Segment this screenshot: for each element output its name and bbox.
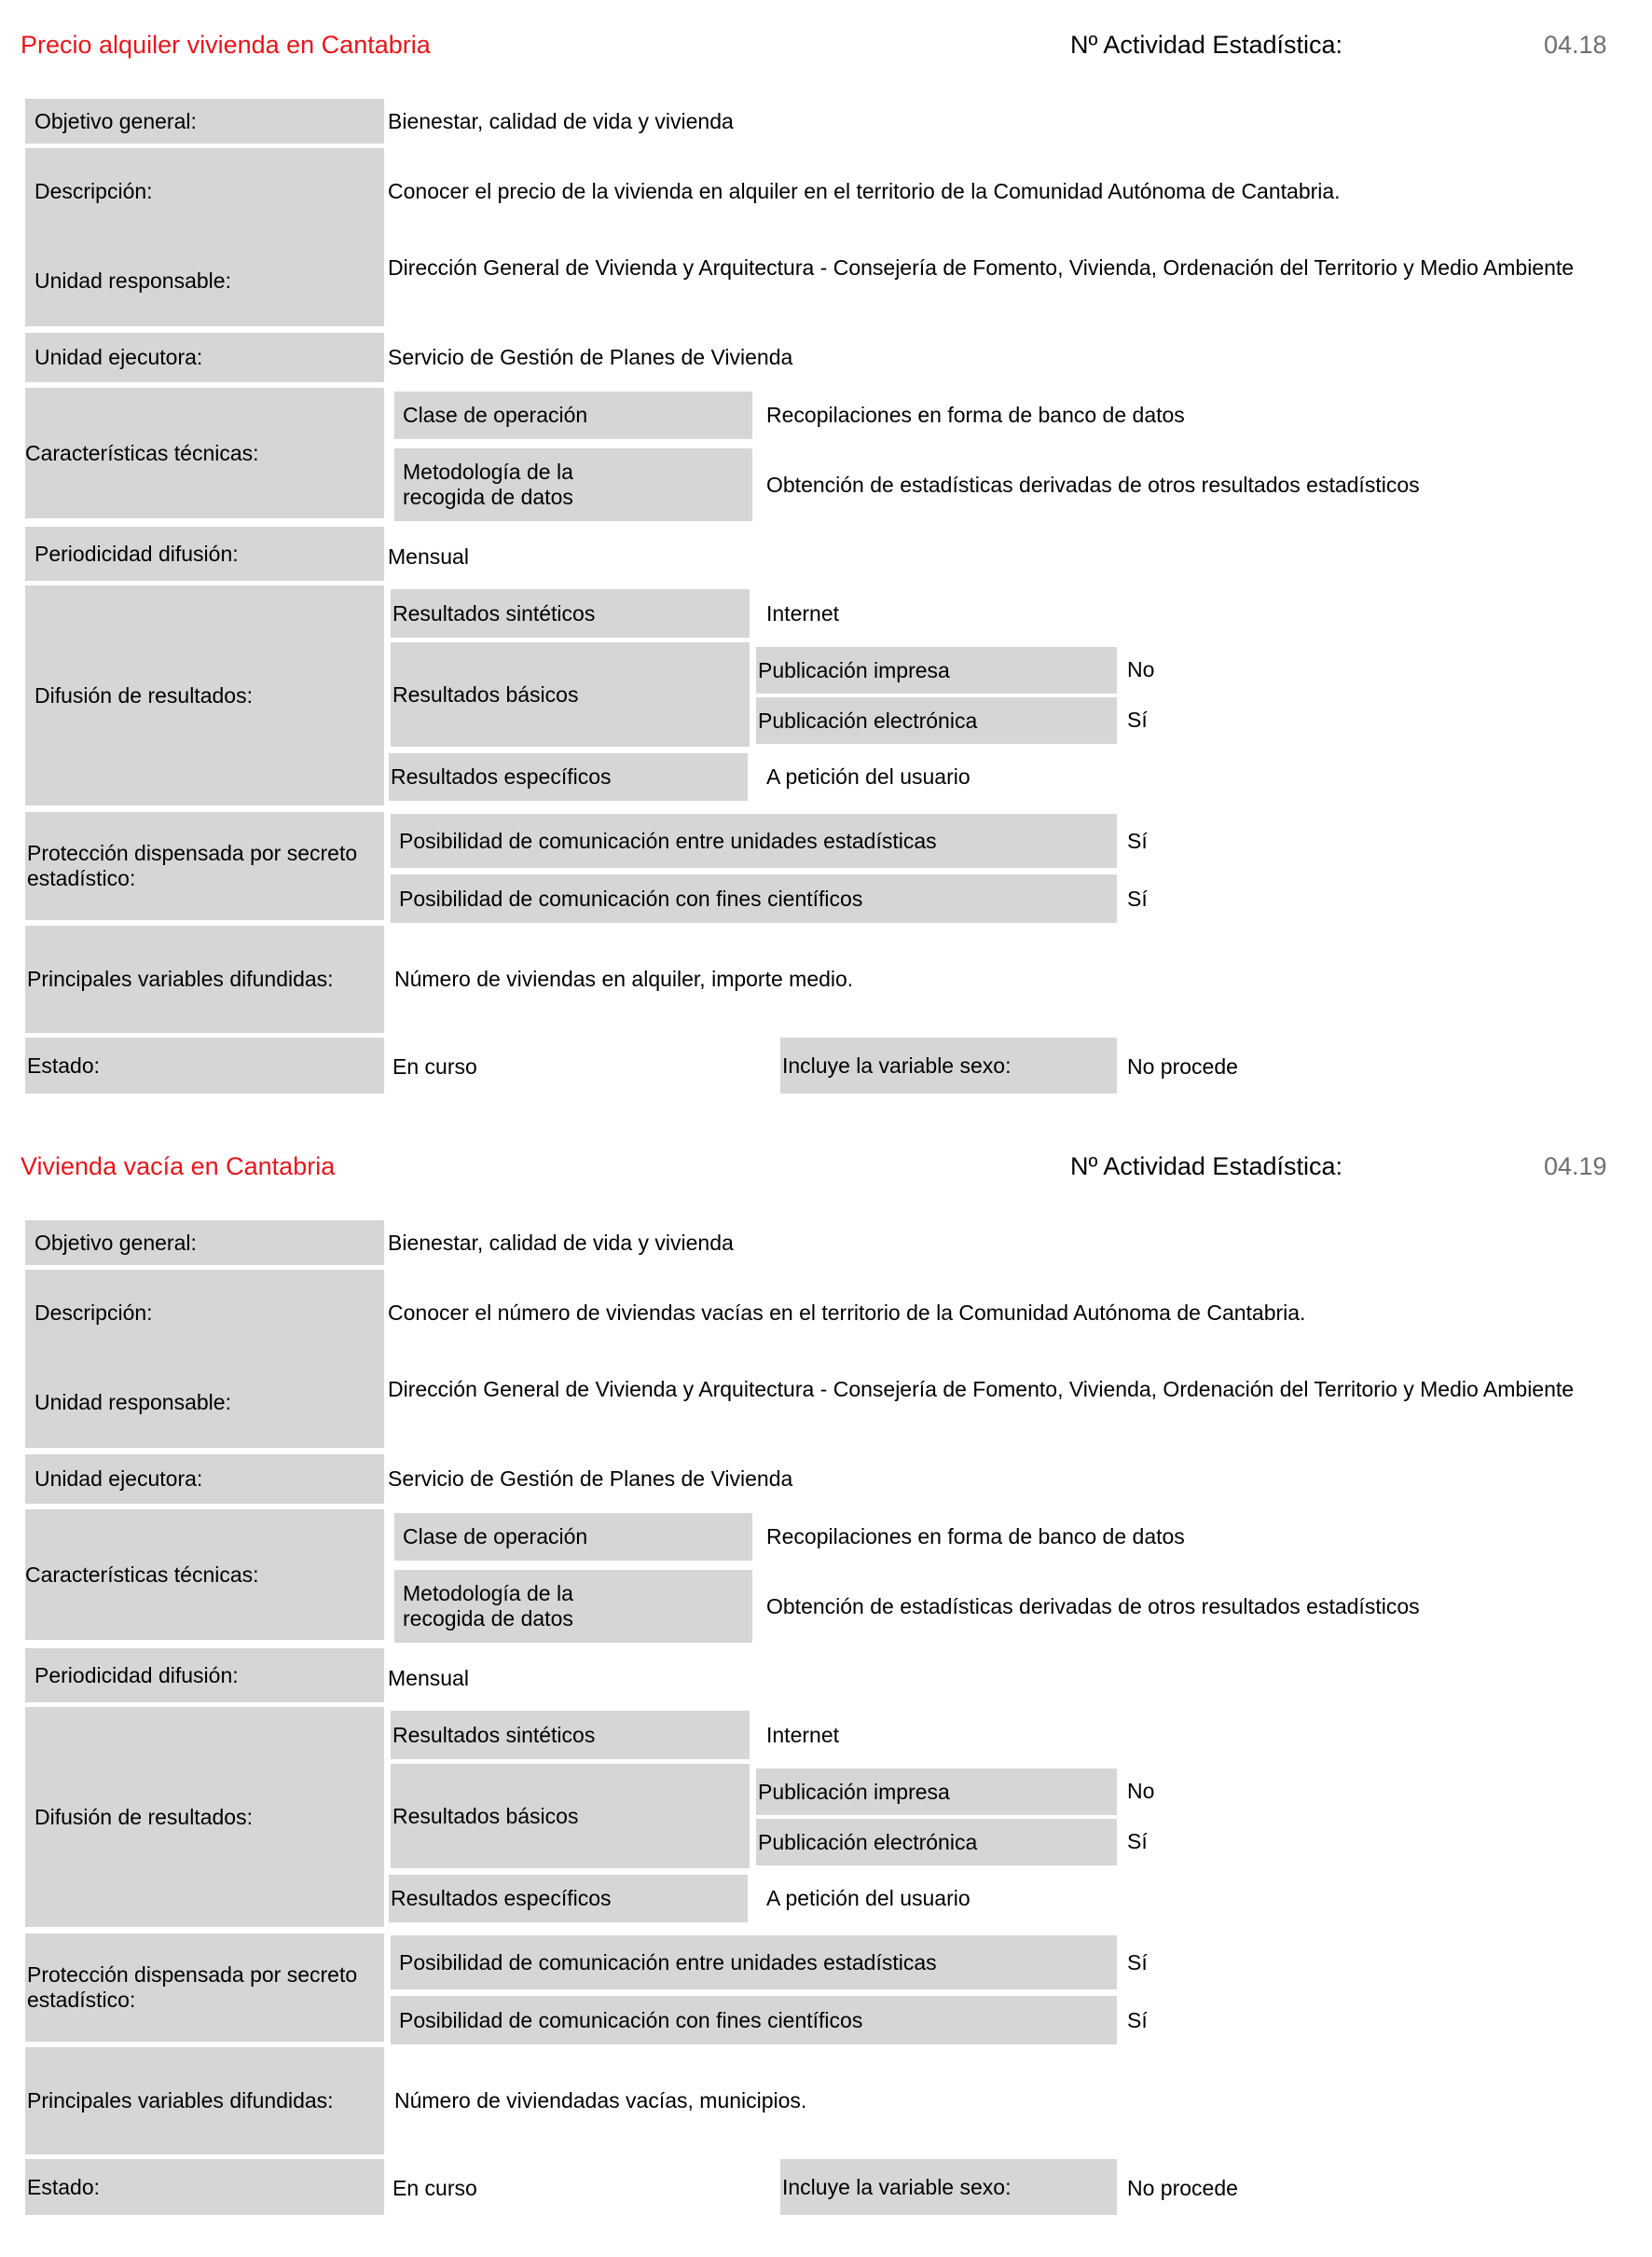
- publicacion-impresa-label: Publicación impresa: [756, 1768, 1117, 1815]
- resultados-sinteticos-value: Internet: [766, 1723, 839, 1747]
- incluye-sexo-value: No procede: [1127, 1054, 1238, 1079]
- objetivo-general-value: Bienestar, calidad de vida y vivienda: [388, 1231, 734, 1255]
- proteccion-secreto-label: Protección dispensada por secreto estadístico:: [25, 812, 384, 920]
- comunicacion-unidades-label: Posibilidad de comunicación entre unidades estadísticas: [391, 1935, 1117, 1989]
- variables-difundidas-label: Principales variables difundidas:: [25, 926, 384, 1033]
- resultados-sinteticos-value: Internet: [766, 601, 839, 626]
- comunicacion-unidades-value: Sí: [1127, 1950, 1148, 1975]
- unidad-ejecutora-value: Servicio de Gestión de Planes de Vivienda: [388, 345, 793, 369]
- statistic-title: Precio alquiler vivienda en Cantabria: [21, 31, 431, 59]
- resultados-basicos-label: Resultados básicos: [391, 642, 750, 747]
- clase-operacion-label: Clase de operación: [394, 1513, 752, 1561]
- activity-number-label: Nº Actividad Estadística:: [1070, 1152, 1342, 1180]
- publicacion-electronica-label: Publicación electrónica: [756, 697, 1117, 744]
- unidad-responsable-label: Unidad responsable:: [34, 1390, 231, 1414]
- unidad-ejecutora-label: Unidad ejecutora:: [25, 333, 384, 382]
- difusion-resultados-label: Difusión de resultados:: [25, 585, 384, 805]
- activity-number-label: Nº Actividad Estadística:: [1070, 31, 1342, 59]
- estado-label: Estado:: [25, 2159, 384, 2215]
- metodologia-value: Obtención de estadísticas derivadas de otros resultados estadísticos: [766, 1594, 1420, 1618]
- statistic-card: [0, 1122, 1652, 2240]
- clase-operacion-value: Recopilaciones en forma de banco de datos: [766, 403, 1185, 427]
- resultados-sinteticos-label: Resultados sintéticos: [391, 1711, 750, 1759]
- publicacion-electronica-value: Sí: [1127, 708, 1148, 732]
- metodologia-label: Metodología de la recogida de datos: [394, 448, 752, 521]
- comunicacion-cientificos-label: Posibilidad de comunicación con fines científicos: [391, 874, 1117, 923]
- descripcion-value: Conocer el número de viviendas vacías en el territorio de la Comunidad Autónoma de Cantabria.: [388, 1301, 1306, 1325]
- resultados-sinteticos-label: Resultados sintéticos: [391, 589, 750, 638]
- descripcion-unidad-label-block: [25, 148, 384, 326]
- publicacion-electronica-value: Sí: [1127, 1829, 1148, 1853]
- clase-operacion-value: Recopilaciones en forma de banco de datos: [766, 1524, 1185, 1548]
- metodologia-label: Metodología de la recogida de datos: [394, 1570, 752, 1643]
- periodicidad-value: Mensual: [388, 1666, 469, 1690]
- statistic-title: Vivienda vacía en Cantabria: [21, 1152, 336, 1180]
- caracteristicas-tecnicas-label: Características técnicas:: [25, 1509, 384, 1640]
- publicacion-impresa-label: Publicación impresa: [756, 647, 1117, 694]
- difusion-resultados-label: Difusión de resultados:: [25, 1707, 384, 1927]
- resultados-especificos-value: A petición del usuario: [766, 1886, 971, 1910]
- comunicacion-unidades-label: Posibilidad de comunicación entre unidades estadísticas: [391, 814, 1117, 868]
- resultados-especificos-label: Resultados específicos: [389, 753, 748, 801]
- periodicidad-label: Periodicidad difusión:: [25, 527, 384, 581]
- periodicidad-value: Mensual: [388, 544, 469, 569]
- comunicacion-cientificos-value: Sí: [1127, 887, 1148, 911]
- publicacion-impresa-value: No: [1127, 657, 1155, 681]
- objetivo-general-label: Objetivo general:: [25, 1220, 384, 1265]
- incluye-sexo-value: No procede: [1127, 2176, 1238, 2200]
- unidad-ejecutora-label: Unidad ejecutora:: [25, 1454, 384, 1504]
- activity-number-value: 04.18: [1544, 31, 1607, 59]
- incluye-sexo-label: Incluye la variable sexo:: [780, 1038, 1117, 1094]
- metodologia-value: Obtención de estadísticas derivadas de otros resultados estadísticos: [766, 473, 1420, 497]
- descripcion-label: Descripción:: [34, 1301, 153, 1325]
- estado-value: En curso: [392, 2176, 477, 2200]
- periodicidad-label: Periodicidad difusión:: [25, 1648, 384, 1702]
- unidad-responsable-value: Dirección General de Vivienda y Arquitectura - Consejería de Fomento, Vivienda, Ordenación del Territorio y Medio Ambiente: [388, 1377, 1575, 1401]
- variables-difundidas-label: Principales variables difundidas:: [25, 2047, 384, 2154]
- descripcion-value: Conocer el precio de la vivienda en alquiler en el territorio de la Comunidad Autónoma de Cantabria.: [388, 179, 1341, 203]
- statistic-card: [0, 0, 1652, 1119]
- resultados-especificos-value: A petición del usuario: [766, 764, 971, 789]
- clase-operacion-label: Clase de operación: [394, 392, 752, 439]
- incluye-sexo-label: Incluye la variable sexo:: [780, 2159, 1117, 2215]
- comunicacion-cientificos-value: Sí: [1127, 2008, 1148, 2032]
- descripcion-label: Descripción:: [34, 179, 153, 203]
- activity-number-value: 04.19: [1544, 1152, 1607, 1180]
- publicacion-impresa-value: No: [1127, 1779, 1155, 1803]
- objetivo-general-label: Objetivo general:: [25, 99, 384, 144]
- objetivo-general-value: Bienestar, calidad de vida y vivienda: [388, 109, 734, 133]
- unidad-responsable-value: Dirección General de Vivienda y Arquitectura - Consejería de Fomento, Vivienda, Ordenación del Territorio y Medio Ambiente: [388, 255, 1575, 280]
- unidad-ejecutora-value: Servicio de Gestión de Planes de Vivienda: [388, 1466, 793, 1491]
- caracteristicas-tecnicas-label: Características técnicas:: [25, 388, 384, 518]
- comunicacion-unidades-value: Sí: [1127, 829, 1148, 853]
- variables-difundidas-value: Número de viviendas en alquiler, importe medio.: [394, 967, 854, 991]
- estado-label: Estado:: [25, 1038, 384, 1094]
- proteccion-secreto-label: Protección dispensada por secreto estadístico:: [25, 1934, 384, 2042]
- publicacion-electronica-label: Publicación electrónica: [756, 1819, 1117, 1865]
- variables-difundidas-value: Número de viviendadas vacías, municipios.: [394, 2088, 807, 2112]
- descripcion-unidad-label-block: [25, 1270, 384, 1448]
- resultados-basicos-label: Resultados básicos: [391, 1764, 750, 1868]
- comunicacion-cientificos-label: Posibilidad de comunicación con fines científicos: [391, 1996, 1117, 2044]
- estado-value: En curso: [392, 1054, 477, 1079]
- resultados-especificos-label: Resultados específicos: [389, 1875, 748, 1922]
- unidad-responsable-label: Unidad responsable:: [34, 268, 231, 293]
